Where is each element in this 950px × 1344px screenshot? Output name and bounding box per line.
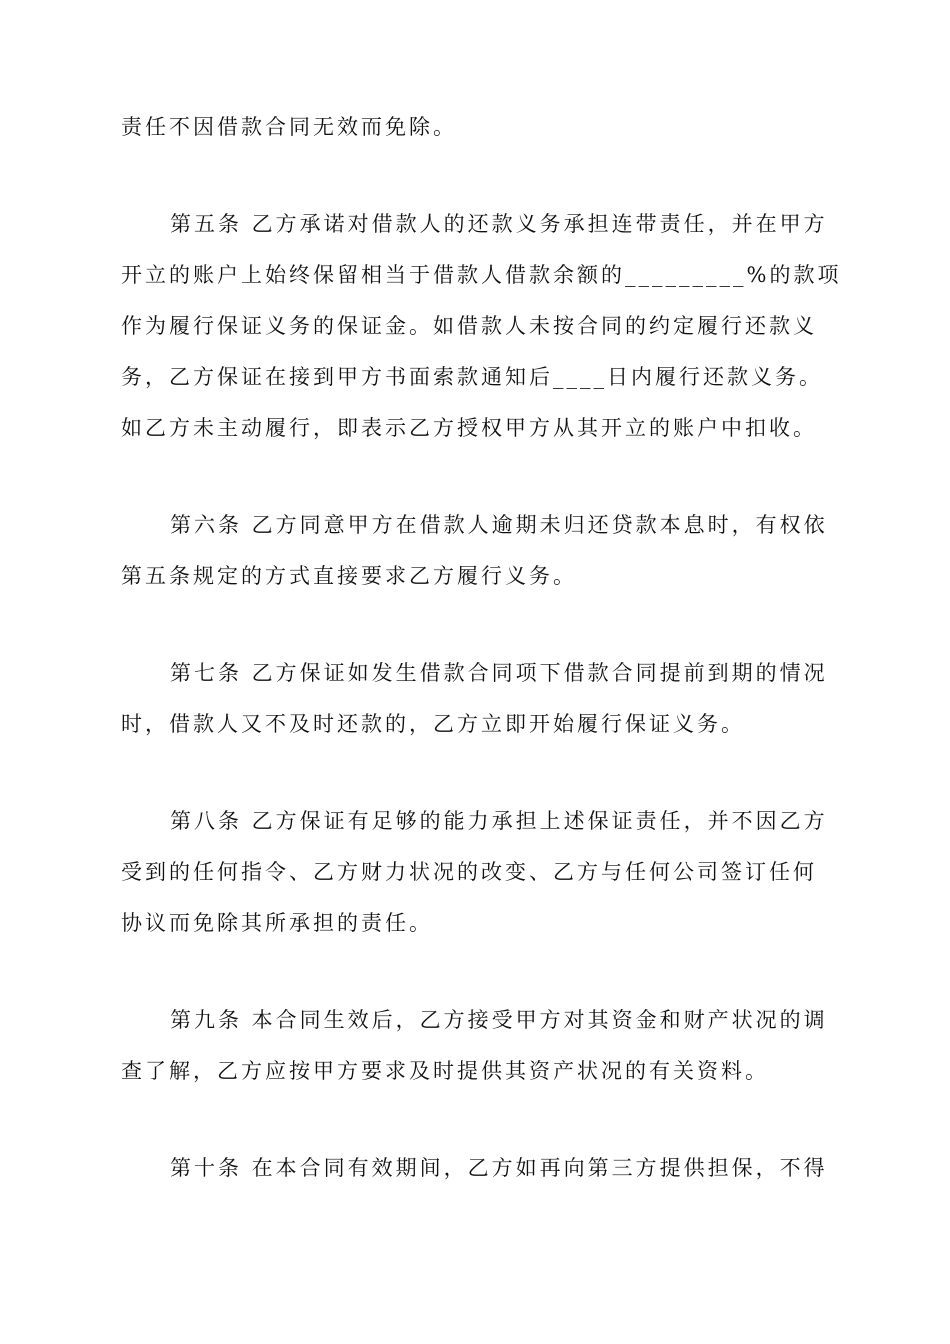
clause-8-line-1: 第八条 乙方保证有足够的能力承担上述保证责任，并不因乙方	[170, 809, 828, 833]
clause-7-line-2: 时，借款人又不及时还款的，乙方立即开始履行保证义务。	[121, 712, 745, 736]
clause-5-line-3: 作为履行保证义务的保证金。如借款人未按合同的约定履行还款义	[121, 314, 817, 338]
clause-6-line-2: 第五条规定的方式直接要求乙方履行义务。	[121, 564, 577, 588]
clause-5-line-4: 务，乙方保证在接到甲方书面索款通知后____日内履行还款义务。	[121, 365, 823, 389]
clause-8-line-3: 协议而免除其所承担的责任。	[121, 911, 433, 935]
clause-9-line-2: 查了解，乙方应按甲方要求及时提供其资产状况的有关资料。	[121, 1059, 769, 1083]
clause-7-line-1: 第七条 乙方保证如发生借款合同项下借款合同提前到期的情况	[170, 661, 828, 685]
clause-5-line-5: 如乙方未主动履行，即表示乙方授权甲方从其开立的账户中扣收。	[121, 416, 817, 440]
clause-10-line-1: 第十条 在本合同有效期间，乙方如再向第三方提供担保，不得	[170, 1156, 828, 1180]
clause-5-line-1: 第五条 乙方承诺对借款人的还款义务承担连带责任，并在甲方	[170, 212, 828, 236]
clause-4-continuation-line: 责任不因借款合同无效而免除。	[121, 115, 457, 139]
clause-5-line-2: 开立的账户上始终保留相当于借款人借款余额的_________%的款项	[121, 263, 842, 287]
clause-8-line-2: 受到的任何指令、乙方财力状况的改变、乙方与任何公司签订任何	[121, 860, 817, 884]
clause-9-line-1: 第九条 本合同生效后，乙方接受甲方对其资金和财产状况的调	[170, 1008, 828, 1032]
clause-6-line-1: 第六条 乙方同意甲方在借款人逾期未归还贷款本息时，有权依	[170, 513, 828, 537]
